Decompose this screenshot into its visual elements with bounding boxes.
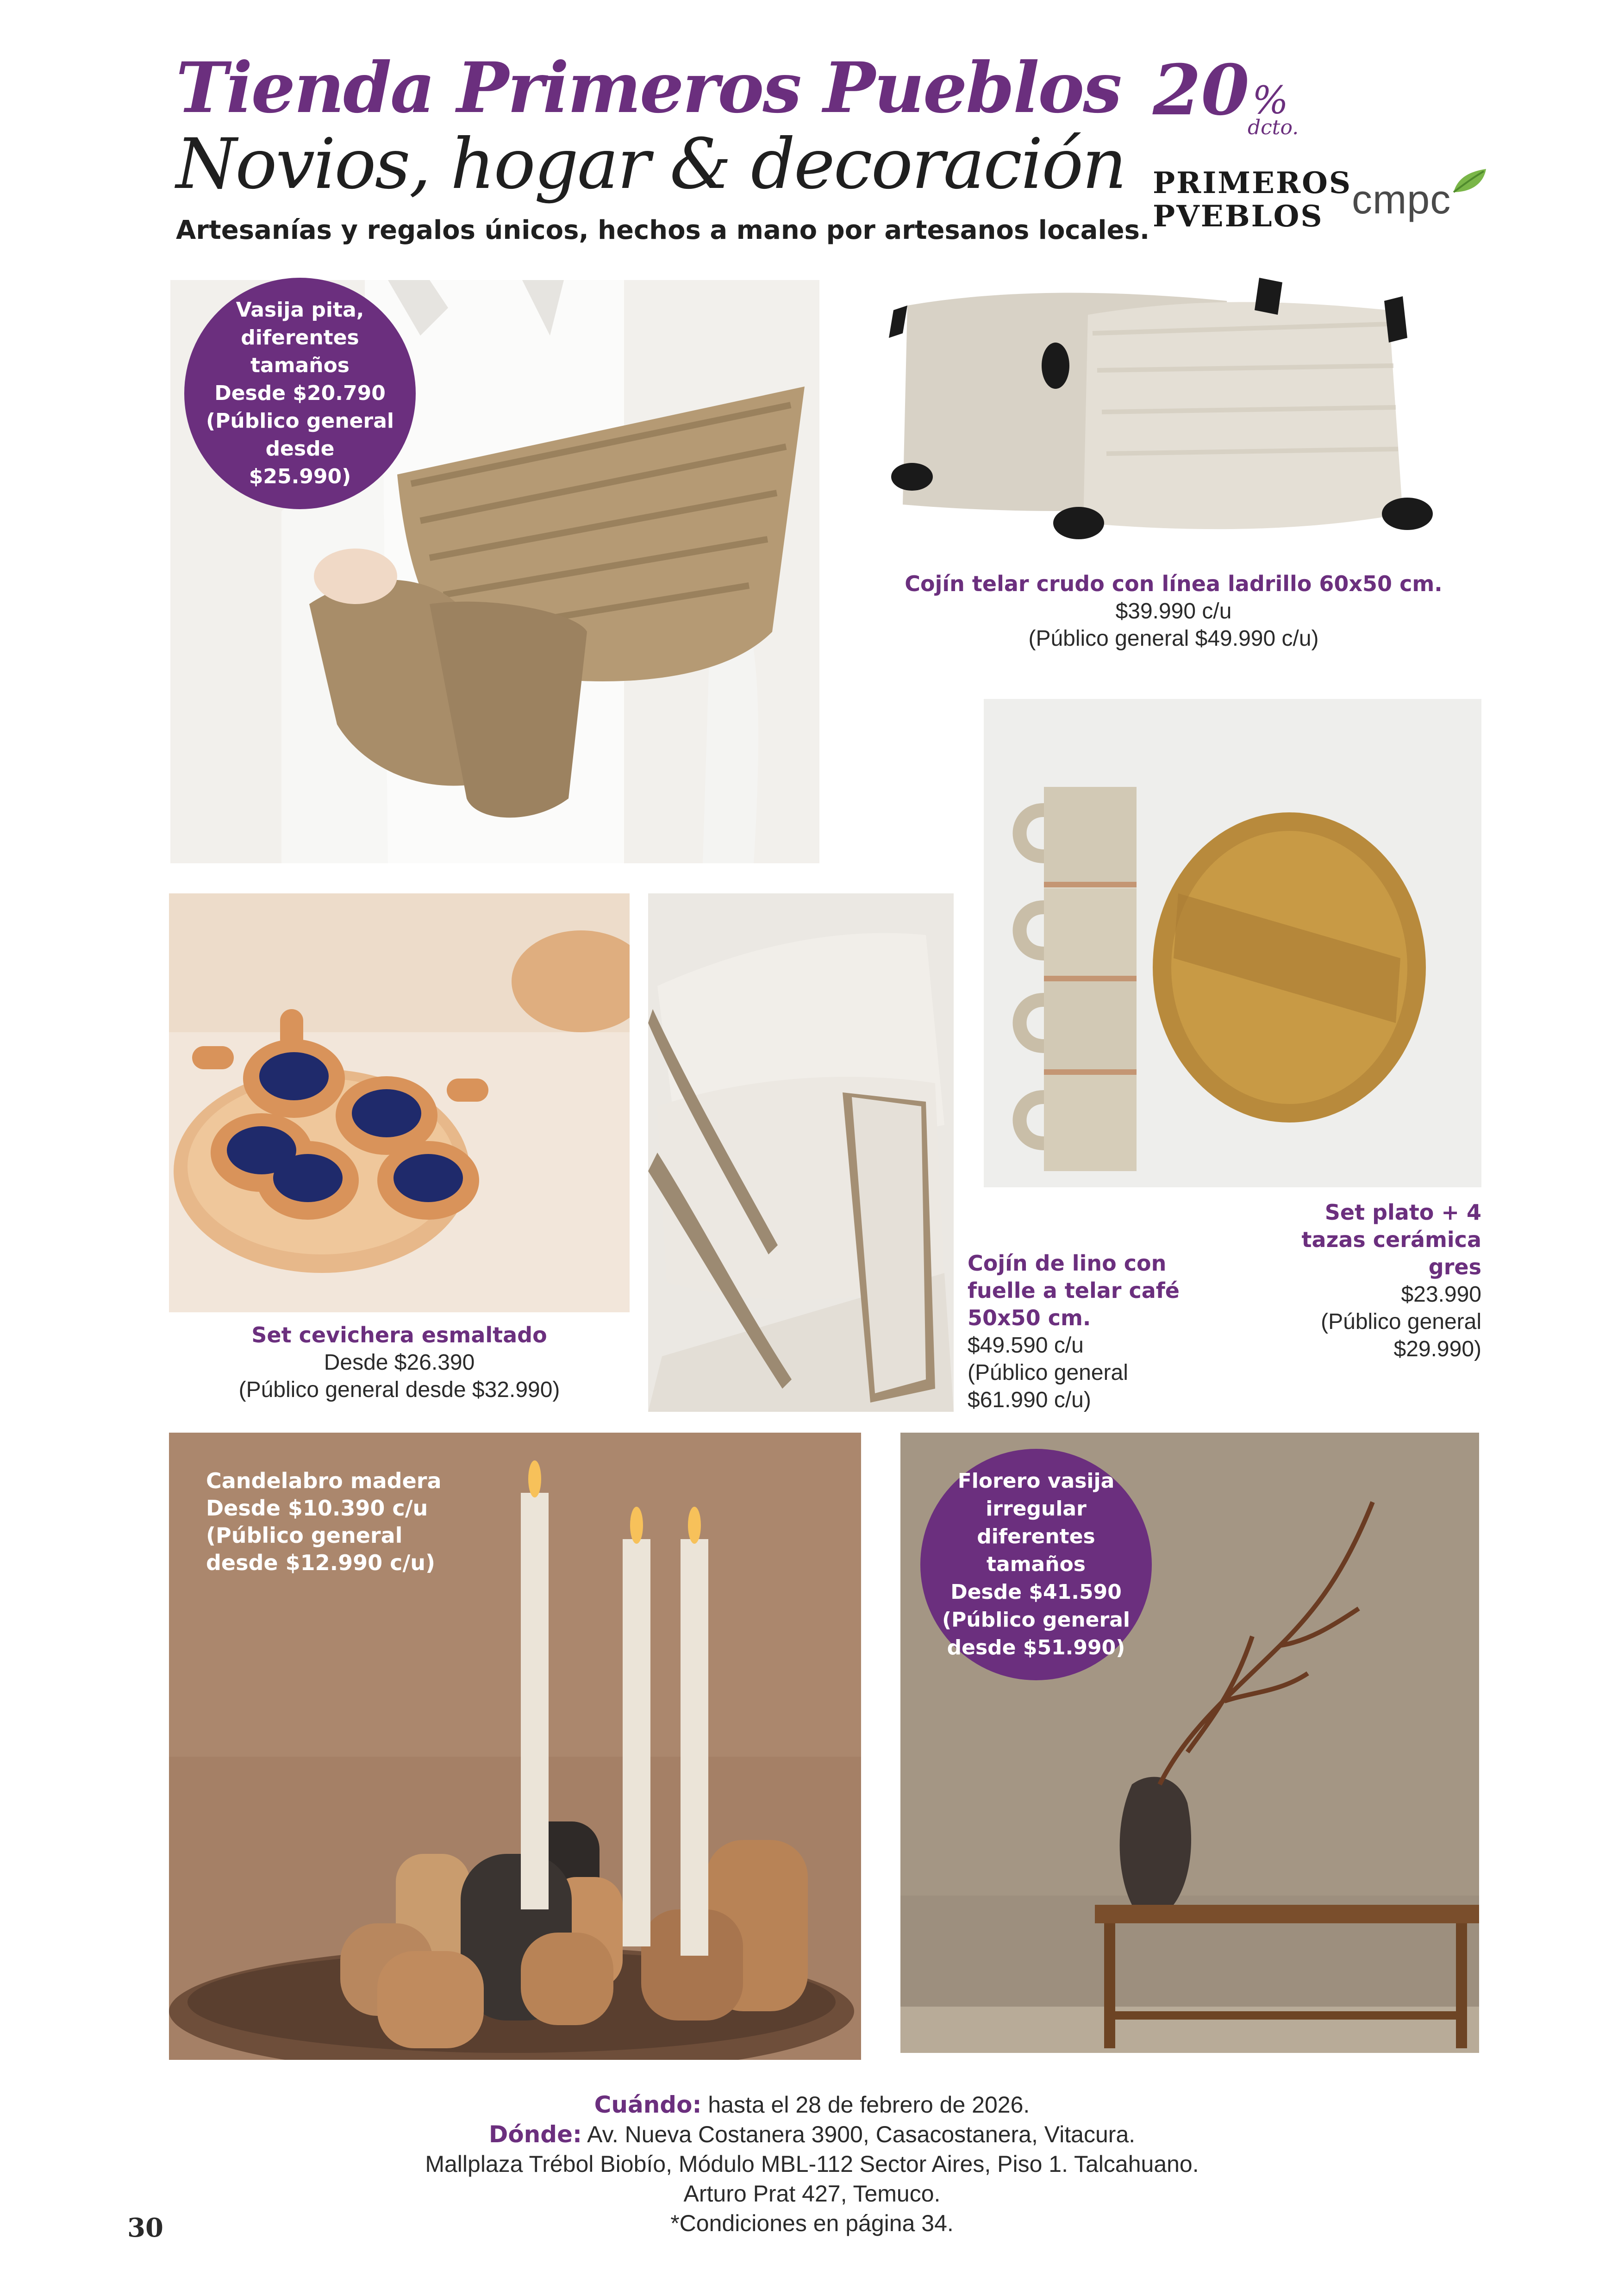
page-subtitle-heading: Novios, hogar & decoración <box>176 124 1126 205</box>
footer-where: Dónde: Av. Nueva Costanera 3900, Casacostanera, Vitacura. <box>488 2121 1136 2148</box>
florero-price-badge: Florero vasija irregular diferentes tamaños Desde $41.590 (Público general desde $51.990) <box>920 1449 1152 1680</box>
cmpc-logo: cmpc <box>1352 176 1451 223</box>
set-plato-caption: Set plato + 4 tazas cerámica gres $23.990 (Público general $29.990) <box>1301 1200 1481 1361</box>
discount-value: 20 <box>1153 50 1249 131</box>
footer-info <box>0 2090 1624 2238</box>
cevichera-caption: Set cevichera esmaltado Desde $26.390 (Público general desde $32.990) <box>238 1322 560 1402</box>
logo-line2: PVEBLOS <box>1153 199 1324 234</box>
logo-line1: PRIMEROS <box>1153 166 1352 200</box>
vasija-price-badge: Vasija pita, diferentes tamaños Desde $20.790 (Público general desde $25.990) <box>184 278 416 509</box>
footer-line4: Arturo Prat 427, Temuco. <box>683 2181 941 2207</box>
leaf-icon <box>1451 167 1488 199</box>
discount-label: dcto. <box>1248 116 1299 139</box>
footer-conditions: *Condiciones en página 34. <box>670 2210 954 2236</box>
cojin-lino-photo <box>648 893 954 1412</box>
primeros-pueblos-logo <box>1153 167 1352 233</box>
page-tagline: Artesanías y regalos únicos, hechos a mano por artesanos locales. <box>176 215 1150 245</box>
candelabro-caption: Candelabro madera Desde $10.390 c/u (Público general desde $12.990 c/u) <box>206 1468 442 1575</box>
cojin-telar-caption: Cojín telar crudo con línea ladrillo 60x50 cm. $39.990 c/u (Público general $49.990 c/u) <box>905 571 1443 651</box>
cojin-lino-caption: Cojín de lino con fuelle a telar café 50x50 cm. $49.590 c/u (Público general $61.990 c/u) <box>968 1251 1180 1412</box>
footer-line3: Mallplaza Trébol Biobío, Módulo MBL-112 Sector Aires, Piso 1. Talcahuano. <box>425 2151 1199 2177</box>
discount-percent-sign: % <box>1252 79 1288 123</box>
set-plato-photo <box>984 699 1481 1187</box>
footer-when: Cuándo: hasta el 28 de febrero de 2026. <box>594 2091 1030 2118</box>
cojin-telar-photo <box>875 273 1472 555</box>
page-number: 30 <box>127 2213 163 2243</box>
page-title: Tienda Primeros Pueblos <box>176 47 1121 129</box>
cevichera-photo <box>169 893 630 1312</box>
